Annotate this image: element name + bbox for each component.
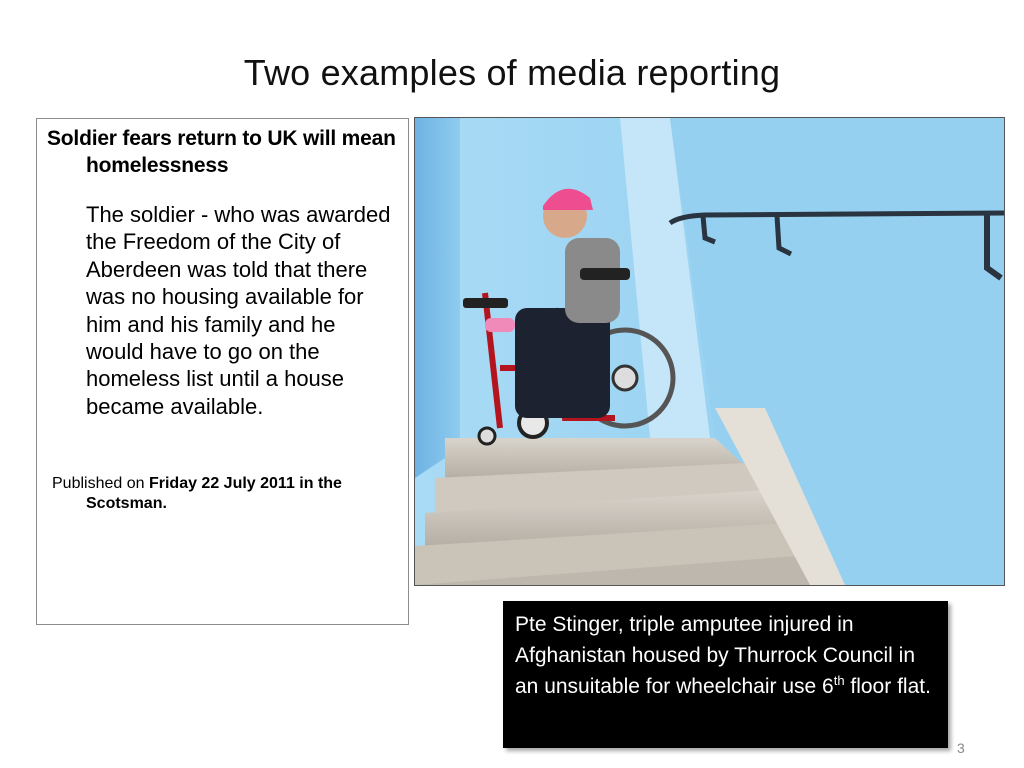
published-line [52, 474, 398, 514]
photo-caption [503, 601, 948, 748]
slide-title: Two examples of media reporting [243, 52, 781, 93]
published-detail: Friday 22 July 2011 in the Scotsman. [86, 475, 342, 513]
caption-superscript: th [833, 673, 845, 688]
article-body: The soldier - who was awarded the Freedom of the City of Aberdeen was told that there was no housing available for him and his family and he would have to go on the homeless list until a house became available. [86, 202, 391, 419]
article-headline: Soldier fears return to UK will mean homelessness [47, 127, 396, 177]
wheelchair-stairs-photo [414, 117, 1005, 586]
article-text-box [36, 118, 409, 625]
slide-number: 3 [957, 740, 965, 756]
caption-text: Pte Stinger, triple amputee injured in Afghanistan housed by Thurrock Council in an unsuitable for wheelchair use 6 [515, 613, 916, 698]
caption-text-end: floor flat. [844, 675, 931, 698]
published-prefix: Published on [52, 475, 145, 493]
